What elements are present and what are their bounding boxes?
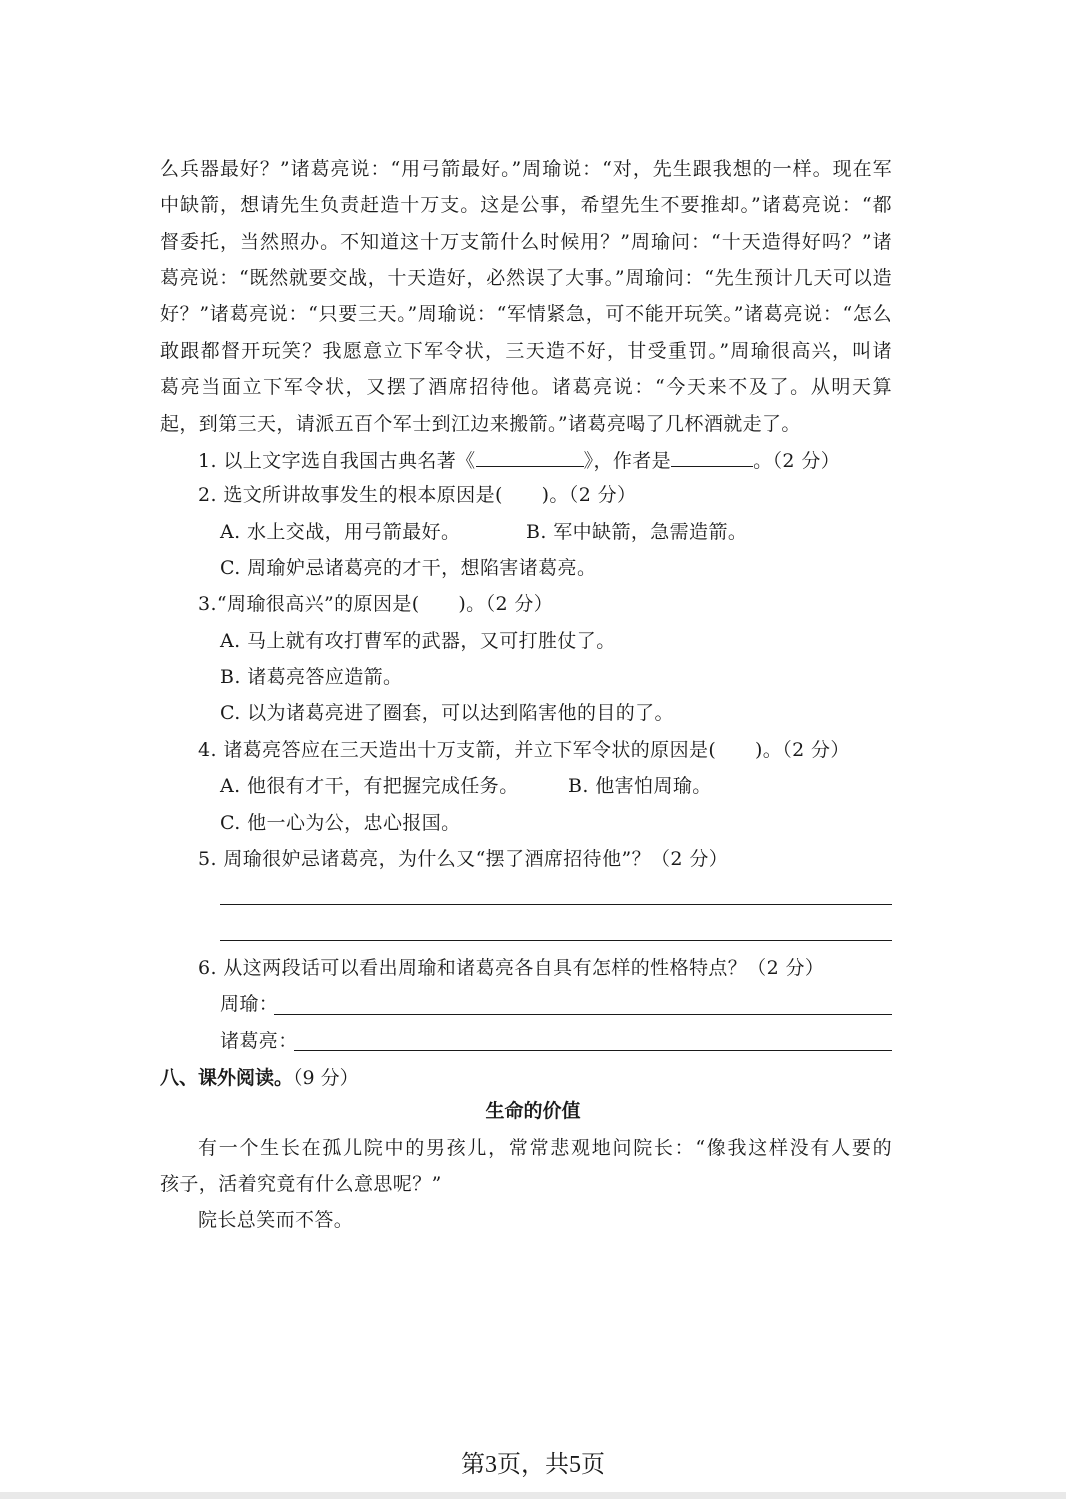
passage-line-8: 起，到第三天，请派五百个军士到江边来搬箭。”诸葛亮喝了几杯酒就走了。 [160, 413, 801, 435]
passage-line-4: 葛亮说：“既然就要交战，十天造好，必然误了大事。”周瑜问：“先生预计几天可以造 [160, 267, 892, 289]
passage-line-6: 敢跟都督开玩笑？我愿意立下军令状，三天造不好，甘受重罚。”周瑜很高兴，叫诸 [160, 340, 892, 362]
page-number: 第3页，共5页 [461, 1452, 605, 1478]
reading-title: 生命的价值 [485, 1100, 581, 1122]
q1-text-b: 》，作者是 [583, 450, 672, 472]
reading-para-1-line-2: 孩子，活着究竟有什么意思呢？” [160, 1173, 442, 1195]
question-1 [198, 446, 892, 475]
q1-text-a: 1. 以上文字选自我国古典名著《 [198, 450, 476, 472]
bottom-divider [0, 1492, 1066, 1499]
q4-options-ab [220, 772, 892, 800]
q6-zhouyu-label: 周瑜： [220, 993, 279, 1015]
q4-option-c[interactable]: C. 他一心为公，忠心报国。 [220, 812, 461, 834]
q1-author-blank[interactable] [671, 446, 753, 467]
passage-line-5: 好？”诸葛亮说：“只要三天。”周瑜说：“军情紧急，可不能开玩笑。”诸葛亮说：“怎么 [160, 303, 892, 325]
q5-answer-line-1[interactable] [220, 904, 892, 905]
question-4: 4. 诸葛亮答应在三天造出十万支箭，并立下军令状的原因是( )。（2 分） [198, 739, 850, 761]
reading-para-1-line-1: 有一个生长在孤儿院中的男孩儿，常常悲观地问院长：“像我这样没有人要的 [198, 1137, 892, 1159]
q3-option-c[interactable]: C. 以为诸葛亮进了圈套，可以达到陷害他的目的了。 [220, 702, 674, 724]
section-8-heading-text: 八、课外阅读。 [160, 1067, 294, 1089]
q1-book-blank[interactable] [476, 446, 584, 467]
q4-option-b[interactable]: B. 他害怕周瑜。 [568, 775, 712, 797]
passage-line-7: 葛亮当面立下军令状，又摆了酒席招待他。诸葛亮说：“今天来不及了。从明天算 [160, 376, 892, 398]
q3-option-b[interactable]: B. 诸葛亮答应造箭。 [220, 666, 403, 688]
reading-para-2: 院长总笑而不答。 [198, 1209, 354, 1231]
passage-line-2: 中缺箭，想请先生负责赶造十万支。这是公事，希望先生不要推却。”诸葛亮说：“都 [160, 194, 892, 216]
q4-option-a[interactable]: A. 他很有才干，有把握完成任务。 [220, 775, 519, 797]
q2-option-b[interactable]: B. 军中缺箭，急需造箭。 [526, 521, 748, 543]
q1-text-c: 。（2 分） [753, 450, 841, 472]
q2-option-a[interactable]: A. 水上交战，用弓箭最好。 [220, 521, 461, 543]
q6-zhouyu-answer-line[interactable] [274, 1014, 892, 1015]
section-8-score: （9 分） [293, 1067, 359, 1089]
q6-zhuge-answer-line[interactable] [294, 1050, 892, 1051]
question-2: 2. 选文所讲故事发生的根本原因是( )。（2 分） [198, 484, 637, 506]
question-6: 6. 从这两段话可以看出周瑜和诸葛亮各自具有怎样的性格特点？（2 分） [198, 957, 825, 979]
section-8-heading [160, 1064, 359, 1092]
q3-option-a[interactable]: A. 马上就有攻打曹军的武器，又可打胜仗了。 [220, 630, 616, 652]
passage-line-3: 督委托，当然照办。不知道这十万支箭什么时候用？”周瑜问：“十天造得好吗？”诸 [160, 231, 892, 253]
question-3: 3.“周瑜很高兴”的原因是( )。（2 分） [198, 593, 554, 615]
q5-answer-line-2[interactable] [220, 940, 892, 941]
question-5: 5. 周瑜很妒忌诸葛亮，为什么又“摆了酒席招待他”？（2 分） [198, 848, 729, 870]
q2-option-c[interactable]: C. 周瑜妒忌诸葛亮的才干，想陷害诸葛亮。 [220, 557, 597, 579]
q6-zhuge-label: 诸葛亮： [220, 1030, 298, 1052]
passage-line-1: 么兵器最好？”诸葛亮说：“用弓箭最好。”周瑜说：“对，先生跟我想的一样。现在军 [160, 158, 892, 180]
q2-options-ab [220, 518, 892, 546]
